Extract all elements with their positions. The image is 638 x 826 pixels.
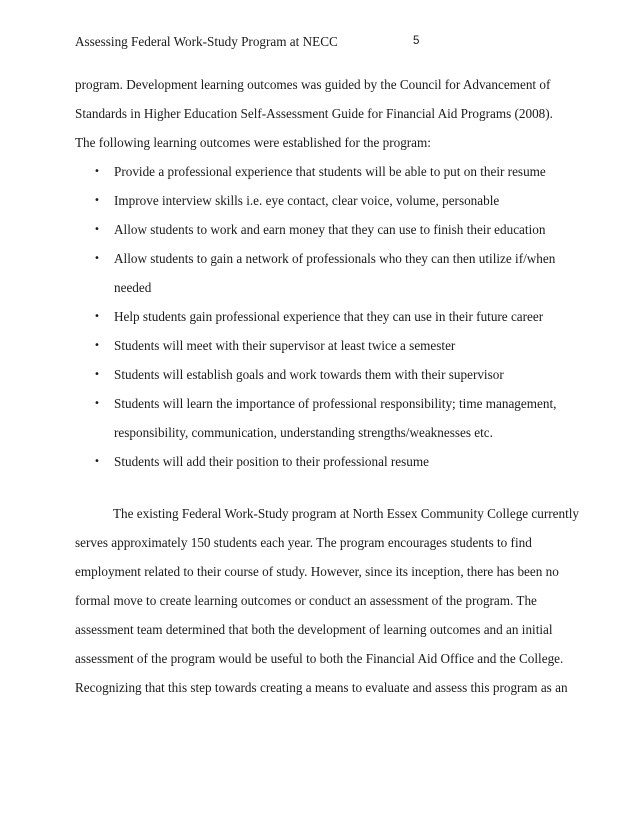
list-item-text: Provide a professional experience that students will be able to put on their resume — [114, 164, 546, 179]
intro-paragraph — [75, 70, 575, 157]
bullet-icon: • — [94, 398, 100, 409]
bullet-icon: • — [94, 195, 100, 206]
bullet-icon: • — [94, 456, 100, 467]
text-line: serves approximately 150 students each year. The program encourages students to find — [75, 535, 532, 550]
list-item-text: Students will add their position to their professional resume — [114, 454, 429, 469]
list-item — [75, 447, 575, 476]
list-item-text: Students will establish goals and work towards them with their supervisor — [114, 367, 504, 382]
list-item — [75, 360, 575, 389]
list-item-text: needed — [114, 280, 152, 295]
list-item-text: Allow students to gain a network of professionals who they can then utilize if/when — [114, 251, 556, 266]
list-item-text: Allow students to work and earn money that they can use to finish their education — [114, 222, 546, 237]
list-item — [75, 302, 575, 331]
text-line: Recognizing that this step towards creating a means to evaluate and assess this program as an — [75, 680, 568, 695]
text-line: assessment of the program would be useful to both the Financial Aid Office and the College. — [75, 651, 564, 666]
text-line: program. Development learning outcomes was guided by the Council for Advancement of — [75, 77, 551, 92]
list-item — [75, 157, 575, 186]
list-item — [75, 389, 575, 447]
list-item-text: responsibility, communication, understanding strengths/weaknesses etc. — [114, 425, 493, 440]
bullet-icon: • — [94, 166, 100, 177]
bullet-icon: • — [94, 340, 100, 351]
header-title: Assessing Federal Work-Study Program at NECC — [75, 34, 338, 49]
list-item-text: Students will learn the importance of professional responsibility; time management, — [114, 396, 557, 411]
text-line: Standards in Higher Education Self-Assessment Guide for Financial Aid Programs (2008). — [75, 106, 553, 121]
text-line: The following learning outcomes were established for the program: — [75, 135, 431, 150]
paragraph-spacer — [75, 476, 575, 499]
list-item — [75, 215, 575, 244]
document-body — [75, 70, 580, 702]
text-line: formal move to create learning outcomes or conduct an assessment of the program. The — [75, 593, 537, 608]
running-header — [75, 34, 575, 54]
learning-outcomes-list — [75, 157, 575, 476]
bullet-icon: • — [94, 224, 100, 235]
list-item-text: Improve interview skills i.e. eye contact, clear voice, volume, personable — [114, 193, 500, 208]
text-line: assessment team determined that both the development of learning outcomes and an initial — [75, 622, 553, 637]
text-line: employment related to their course of study. However, since its inception, there has been no — [75, 564, 559, 579]
bullet-icon: • — [94, 311, 100, 322]
list-item — [75, 244, 575, 302]
text-line: The existing Federal Work-Study program at North Essex Community College currently — [113, 506, 580, 521]
list-item — [75, 331, 575, 360]
bullet-icon: • — [94, 253, 100, 264]
list-item-text: Students will meet with their supervisor at least twice a semester — [114, 338, 456, 353]
page-number: 5 — [413, 35, 420, 47]
bullet-icon: • — [94, 369, 100, 380]
list-item-text: Help students gain professional experience that they can use in their future career — [114, 309, 544, 324]
list-item — [75, 186, 575, 215]
body-paragraph — [75, 499, 580, 702]
